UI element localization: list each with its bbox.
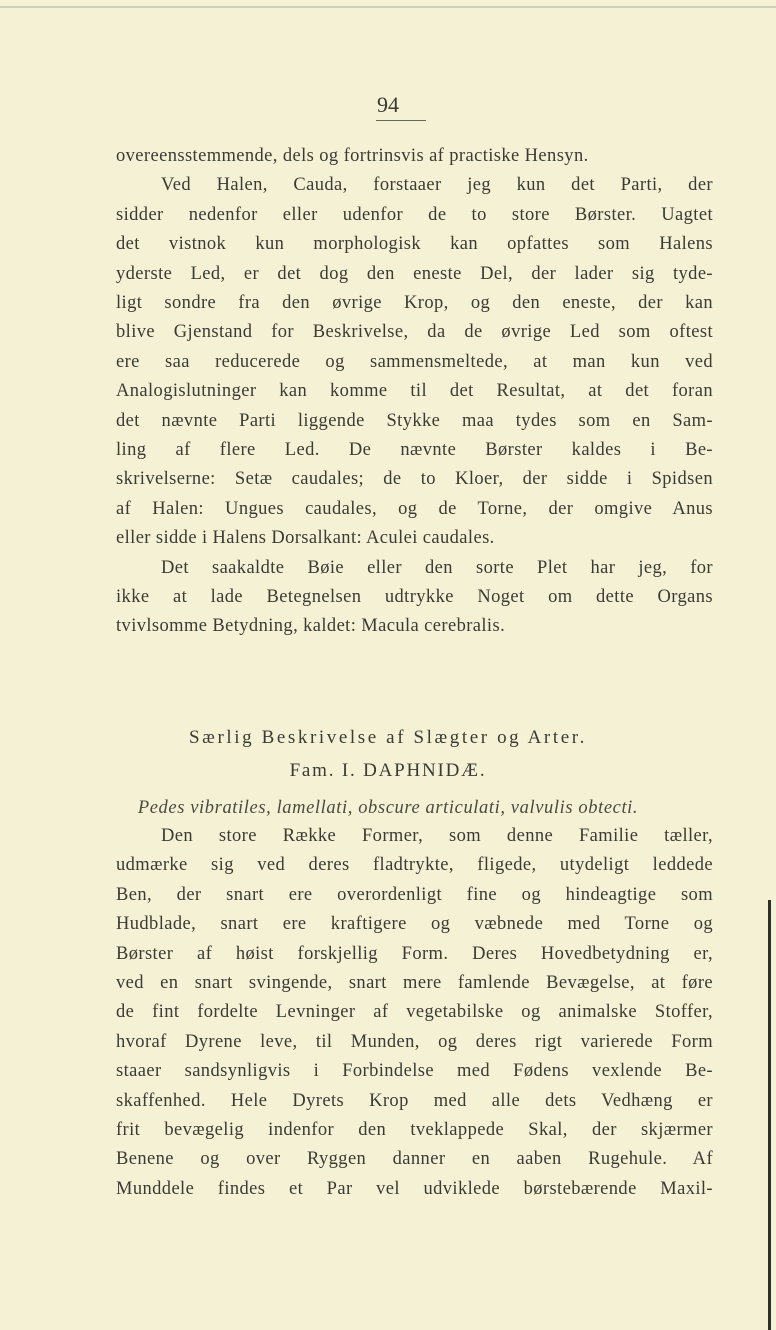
text-line: ling af flere Led. De nævnte Børster kaldes i Be- (116, 439, 713, 460)
paragraph-cauda (116, 171, 713, 553)
section-heading: Særlig Beskrivelse af Slægter og Arter. (189, 727, 587, 748)
text-line: tvivlsomme Betydning, kaldet: Macula cerebralis. (116, 616, 506, 637)
text-line: det vistnok kun morphologisk kan opfattes som Halens (116, 234, 713, 255)
text-line: sidder nedenfor eller udenfor de to store Børster. Uagtet (116, 204, 713, 225)
text-line: staaer sandsynligvis i Forbindelse med Fødens vexlende Be- (116, 1061, 713, 1082)
text-line: ere saa reducerede og sammensmeltede, at man kun ved (116, 351, 713, 372)
text-line: ved en snart svingende, snart mere famlende Bevægelse, at føre (116, 972, 713, 993)
text-line: det nævnte Parti liggende Stykke maa tydes som en Sam- (116, 410, 713, 431)
text-line: ligt sondre fra den øvrige Krop, og den eneste, der kan (116, 292, 713, 313)
text-line: ikke at lade Betegnelsen udtrykke Noget om dette Organs (116, 586, 713, 607)
paragraph-continuation (116, 142, 713, 171)
text-line: Ben, der snart ere overordenligt fine og hindeagtige som (116, 884, 713, 905)
text-line: blive Gjenstand for Beskrivelse, da de øvrige Led som oftest (116, 322, 713, 343)
paragraph-macula (116, 554, 713, 642)
text-line: Hudblade, snart ere kraftigere og væbnede med Torne og (116, 914, 713, 935)
text-line: Den store Række Former, som denne Familie tæller, (161, 826, 713, 846)
family-heading: Fam. I. DAPHNIDÆ. (289, 760, 487, 781)
text-line: udmærke sig ved deres fladtrykte, fligede, utydeligt leddede (116, 855, 713, 876)
text-line: Benene og over Ryggen danner en aaben Rugehule. Af (116, 1149, 713, 1170)
text-line: frit bevægelig indenfor den tveklappede Skal, der skjærmer (116, 1119, 713, 1140)
page-number: 94 (377, 92, 399, 117)
right-edge-rule (768, 900, 771, 1330)
family-diagnosis-latin: Pedes vibratiles, lamellati, obscure articulati, valvulis obtecti. (137, 798, 639, 818)
top-edge-rule (0, 6, 776, 8)
text-line: Ved Halen, Cauda, forstaaer jeg kun det Parti, der (161, 175, 713, 196)
text-line: overeensstemmende, dels og fortrinsvis af practiske Hensyn. (116, 146, 589, 166)
text-line: skrivelserne: Setæ caudales; de to Kloer, der sidde i Spidsen (116, 469, 713, 490)
text-line: Børster af høist forskjellig Form. Deres Hovedbetydning er, (116, 943, 713, 964)
text-line: yderste Led, er det dog den eneste Del, der lader sig tyde- (116, 263, 713, 284)
text-line: Det saakaldte Bøie eller den sorte Plet har jeg, for (161, 557, 713, 578)
text-line: af Halen: Ungues caudales, og de Torne, der omgive Anus (116, 498, 713, 519)
paragraph-daphnidae (116, 822, 713, 1204)
text-line: hvoraf Dyrene leve, til Munden, og deres rigt varierede Form (116, 1031, 713, 1052)
text-line: Munddele findes et Par vel udviklede børstebærende Maxil- (116, 1178, 713, 1199)
text-line: Analogislutninger kan komme til det Resultat, at det foran (116, 381, 713, 402)
page-number-rule (376, 120, 426, 121)
text-line: skaffenhed. Hele Dyrets Krop med alle dets Vedhæng er (116, 1090, 713, 1111)
text-line: eller sidde i Halens Dorsalkant: Aculei caudales. (116, 528, 495, 549)
text-line: de fint fordelte Levninger af vegetabilske og animalske Stoffer, (116, 1002, 713, 1023)
